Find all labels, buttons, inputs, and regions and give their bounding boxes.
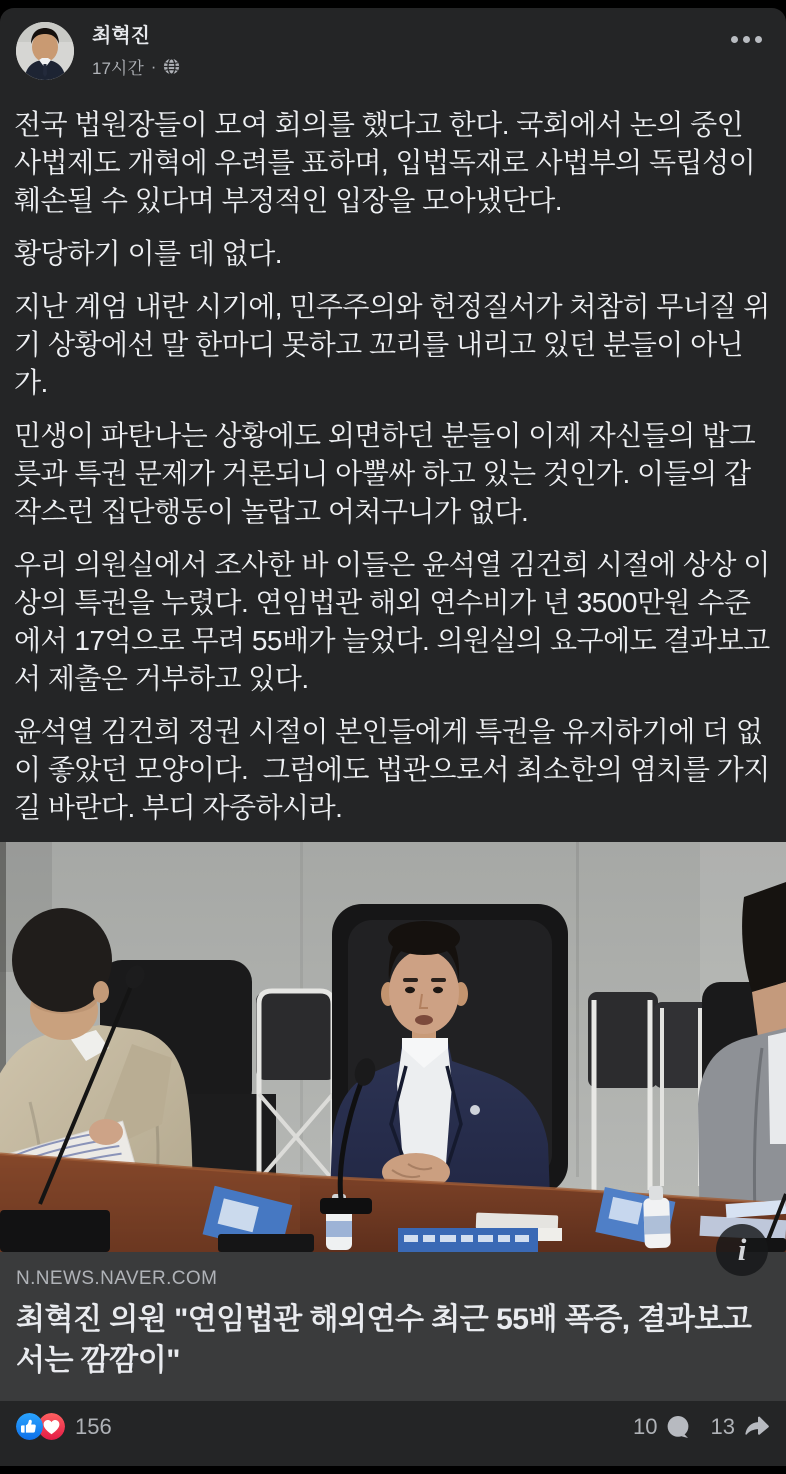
post-card	[0, 8, 786, 1466]
post-text	[0, 106, 786, 827]
reaction-count[interactable]: 156	[75, 1413, 112, 1439]
comments-shares	[633, 1414, 770, 1440]
post-paragraph: 황당하기 이를 데 없다.	[14, 238, 283, 269]
author-block	[92, 22, 723, 79]
link-card[interactable]	[0, 1232, 786, 1401]
post-paragraph: 전국 법원장들이 모여 회의를 했다고 한다. 국회에서 논의 중인 사법제도 개혁에 우려를 표하며, 입법독재로 사법부의 독립성이 훼손될 수 있다며 부정적인 입장을 모아냈단다.	[14, 109, 763, 216]
avatar-portrait	[16, 22, 74, 80]
post-photo[interactable]	[0, 842, 786, 1252]
author-name[interactable]: 최혁진	[92, 25, 150, 47]
engagement-bar	[0, 1401, 786, 1454]
reactions-summary[interactable]	[16, 1413, 112, 1440]
comments-count-group[interactable]	[633, 1414, 690, 1440]
post-paragraph: 우리 의원실에서 조사한 바 이들은 윤석열 김건희 시절에 상상 이상의 특권을 누렸다. 연임법관 해외 연수비가 년 3500만원 수준에서 17억으로 무려 55배가 늘었다. 의원실의 요구에도 결과보고서 제출은 거부하고 있다.	[14, 549, 770, 694]
link-title: 최혁진 의원 "연임법관 해외연수 최근 55배 폭증, 결과보고서는 깜깜이"	[16, 1303, 752, 1377]
post-paragraph: 지난 계엄 내란 시기에, 민주주의와 헌정질서가 처참히 무너질 위기 상황에선 말 한마디 못하고 꼬리를 내리고 있던 분들이 아닌가.	[14, 291, 770, 398]
reaction-icons	[16, 1413, 65, 1440]
meeting-photo-illustration	[0, 842, 786, 1252]
info-icon[interactable]: i	[716, 1224, 768, 1276]
comment-count: 10	[633, 1413, 658, 1439]
globe-icon	[163, 58, 180, 75]
post-paragraph: 민생이 파탄나는 상황에도 외면하던 분들이 이제 자신들의 밥그릇과 특권 문제가 거론되니 아뿔싸 하고 있는 것인가. 이들의 갑작스런 집단행동이 놀랍고 어처구니가 없다.	[14, 420, 756, 527]
like-thumb-icon	[16, 1413, 43, 1440]
shares-count-group[interactable]	[711, 1414, 770, 1440]
ellipsis-icon	[731, 36, 738, 43]
post-header	[0, 8, 786, 80]
meta-separator: ·	[150, 56, 157, 76]
timestamp[interactable]: 17시간	[92, 59, 144, 78]
comment-bubble-icon	[665, 1414, 691, 1440]
post-menu-button[interactable]	[723, 22, 770, 57]
post-paragraph: 윤석열 김건희 정권 시절이 본인들에게 특권을 유지하기에 더 없이 좋았던 모양이다. 그럼에도 법관으로서 최소한의 염치를 가지길 바란다. 부디 자중하시라.	[14, 716, 770, 823]
post-meta	[92, 54, 723, 79]
share-count: 13	[710, 1413, 735, 1439]
share-arrow-icon	[742, 1414, 770, 1440]
avatar[interactable]	[16, 22, 74, 80]
link-domain: N.NEWS.NAVER.COM	[16, 1268, 218, 1289]
